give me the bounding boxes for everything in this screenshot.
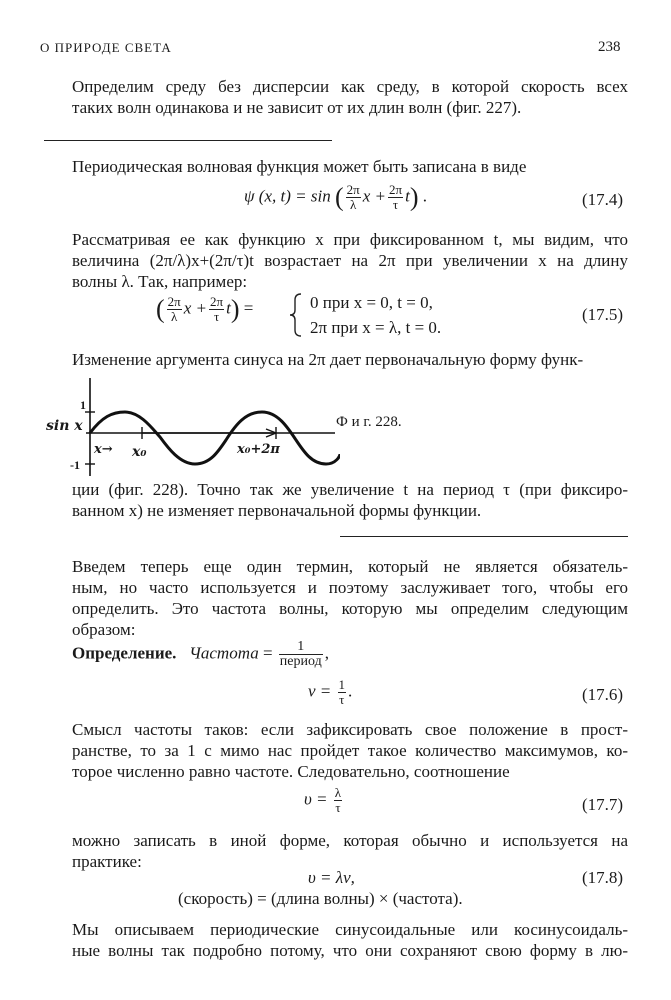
section-rule bbox=[44, 140, 332, 141]
equation-term: t bbox=[405, 186, 410, 206]
paragraph-line: ранстве, то за 1 с мимо нас пройдет такое количество максимумов, ко- bbox=[72, 741, 628, 760]
equation-term: x + bbox=[183, 298, 208, 318]
equation-17-5: ( $\frac{2\pi}{\lambda}$ x + $\frac{2\pi}{\tau}$ t) = bbox=[156, 294, 254, 324]
equation-number-17-7: (17.7) bbox=[582, 795, 624, 814]
equation-number-17-4: (17.4) bbox=[582, 190, 624, 209]
y-axis-label: sin x bbox=[46, 418, 83, 434]
equation-17-8-words: (скорость) = (длина волны) × (частота). bbox=[178, 889, 463, 908]
x0-label: x₀ bbox=[132, 444, 147, 460]
sine-figure bbox=[40, 372, 340, 482]
equation-17-4: ψ (x, t) = sin ( $\frac{2\pi}{\lambda}$ x + $\frac{2\pi}{\tau}$ t) . bbox=[244, 182, 427, 212]
paragraph-line: торое численно равно частоте. Следовательно, соотношение bbox=[72, 762, 510, 781]
paragraph-line: можно записать в иной форме, которая обычно и используется на bbox=[72, 831, 628, 850]
paragraph-7 bbox=[72, 719, 628, 782]
paragraph-line: Мы описываем периодические синусоидальные или косинусоидаль- bbox=[72, 920, 628, 939]
equation-lhs: ν = bbox=[308, 681, 332, 701]
paragraph-line: определить. Это частота волны, которую мы определим следующим bbox=[72, 599, 628, 618]
tick-bottom-label: -1 bbox=[70, 458, 80, 472]
fraction-denominator: τ bbox=[339, 692, 345, 707]
paragraph-line: ванном x) не изменяет первоначальной формы функции. bbox=[72, 501, 482, 520]
paragraph-5 bbox=[72, 479, 628, 521]
paragraph-line: Периодическая волновая функция может быть записана в виде bbox=[72, 157, 527, 176]
equation-term: x + bbox=[362, 186, 386, 206]
paragraph-line: Введем теперь еще один термин, который не является обязатель- bbox=[72, 557, 628, 576]
fraction-numerator: 2π bbox=[346, 182, 360, 197]
paragraph-line: ные волны так подробно потому, что они сохраняют свою форму в лю- bbox=[72, 941, 628, 960]
paragraph-line: образом: bbox=[72, 620, 136, 639]
equation-17-8: υ = λν, bbox=[308, 868, 355, 887]
paragraph-9 bbox=[72, 919, 628, 961]
equation-number-17-5: (17.5) bbox=[582, 305, 624, 324]
paragraph-line: Изменение аргумента синуса на 2π дает первоначальную форму функ- bbox=[72, 350, 584, 369]
paragraph-line: Смысл частоты таков: если зафиксировать свое положение в прост- bbox=[72, 720, 628, 739]
fraction-denominator: τ bbox=[392, 197, 399, 212]
figure-caption: Ф и г. 228. bbox=[336, 414, 402, 430]
definition-comma: , bbox=[324, 643, 329, 663]
fraction-numerator: 1 bbox=[338, 677, 346, 692]
equation-tail: . bbox=[348, 681, 353, 701]
definition-term: Частота bbox=[189, 643, 259, 663]
fraction-numerator: 2π bbox=[389, 182, 403, 197]
fraction-numerator: 1 bbox=[279, 640, 323, 655]
cases-brace bbox=[289, 292, 303, 338]
fraction-denominator: период bbox=[279, 654, 322, 669]
equation-number-17-8: (17.8) bbox=[582, 868, 624, 887]
paragraph-2 bbox=[72, 156, 628, 177]
page-number: 238 bbox=[598, 39, 621, 55]
paragraph-line: Определим среду без дисперсии как среду, в которой скорость всех bbox=[72, 77, 628, 96]
equation-lhs: ψ (x, t) = sin bbox=[244, 186, 331, 206]
paragraph-line: величина (2π/λ)x+(2π/τ)t возрастает на 2π при увеличении x на длину bbox=[72, 251, 628, 270]
definition-label: Определение. bbox=[72, 643, 177, 663]
paragraph-6 bbox=[72, 556, 628, 640]
tick-top-label: 1 bbox=[80, 398, 86, 412]
equation-term: t bbox=[226, 298, 231, 318]
paragraph-3 bbox=[72, 229, 628, 292]
running-title: О ПРИРОДЕ СВЕТА bbox=[40, 40, 172, 55]
paragraph-line: Рассматривая ее как функцию x при фиксированном t, мы видим, что bbox=[72, 230, 628, 249]
fraction-denominator: λ bbox=[171, 309, 178, 324]
equation-lhs: υ = bbox=[304, 789, 328, 809]
fraction-denominator: λ bbox=[350, 197, 357, 212]
x-direction-label: x→ bbox=[94, 442, 113, 457]
definition-line bbox=[72, 640, 329, 669]
paragraph-line: практике: bbox=[72, 852, 142, 871]
sine-curve bbox=[90, 412, 340, 464]
paragraph-4 bbox=[72, 349, 628, 370]
paragraph-line: ным, но часто используется и поэтому заслуживает того, чтобы его bbox=[72, 578, 628, 597]
paragraph-line: таких волн одинакова и не зависит от их длин волн (фиг. 227). bbox=[72, 98, 522, 117]
paragraph-8 bbox=[72, 830, 628, 872]
equation-number-17-6: (17.6) bbox=[582, 685, 624, 704]
section-rule bbox=[340, 536, 628, 537]
paragraph-line: ции (фиг. 228). Точно так же увеличение t на период τ (при фиксиро- bbox=[72, 480, 628, 499]
paragraph-line: волны λ. Так, например: bbox=[72, 272, 248, 291]
case-line-1: 0 при x = 0, t = 0, bbox=[310, 293, 433, 312]
fraction-numerator: 2π bbox=[210, 294, 224, 309]
fraction-denominator: τ bbox=[335, 800, 341, 815]
case-line-2: 2π при x = λ, t = 0. bbox=[310, 318, 442, 337]
fraction-denominator: τ bbox=[213, 309, 220, 324]
x0-2pi-label: x₀+2π bbox=[237, 442, 280, 457]
fraction-numerator: 2π bbox=[167, 294, 181, 309]
definition-equals: = bbox=[262, 643, 273, 663]
fraction-numerator: λ bbox=[334, 785, 342, 800]
equation-17-7 bbox=[304, 786, 344, 815]
equation-17-6 bbox=[308, 678, 352, 707]
paragraph-1 bbox=[72, 76, 628, 118]
